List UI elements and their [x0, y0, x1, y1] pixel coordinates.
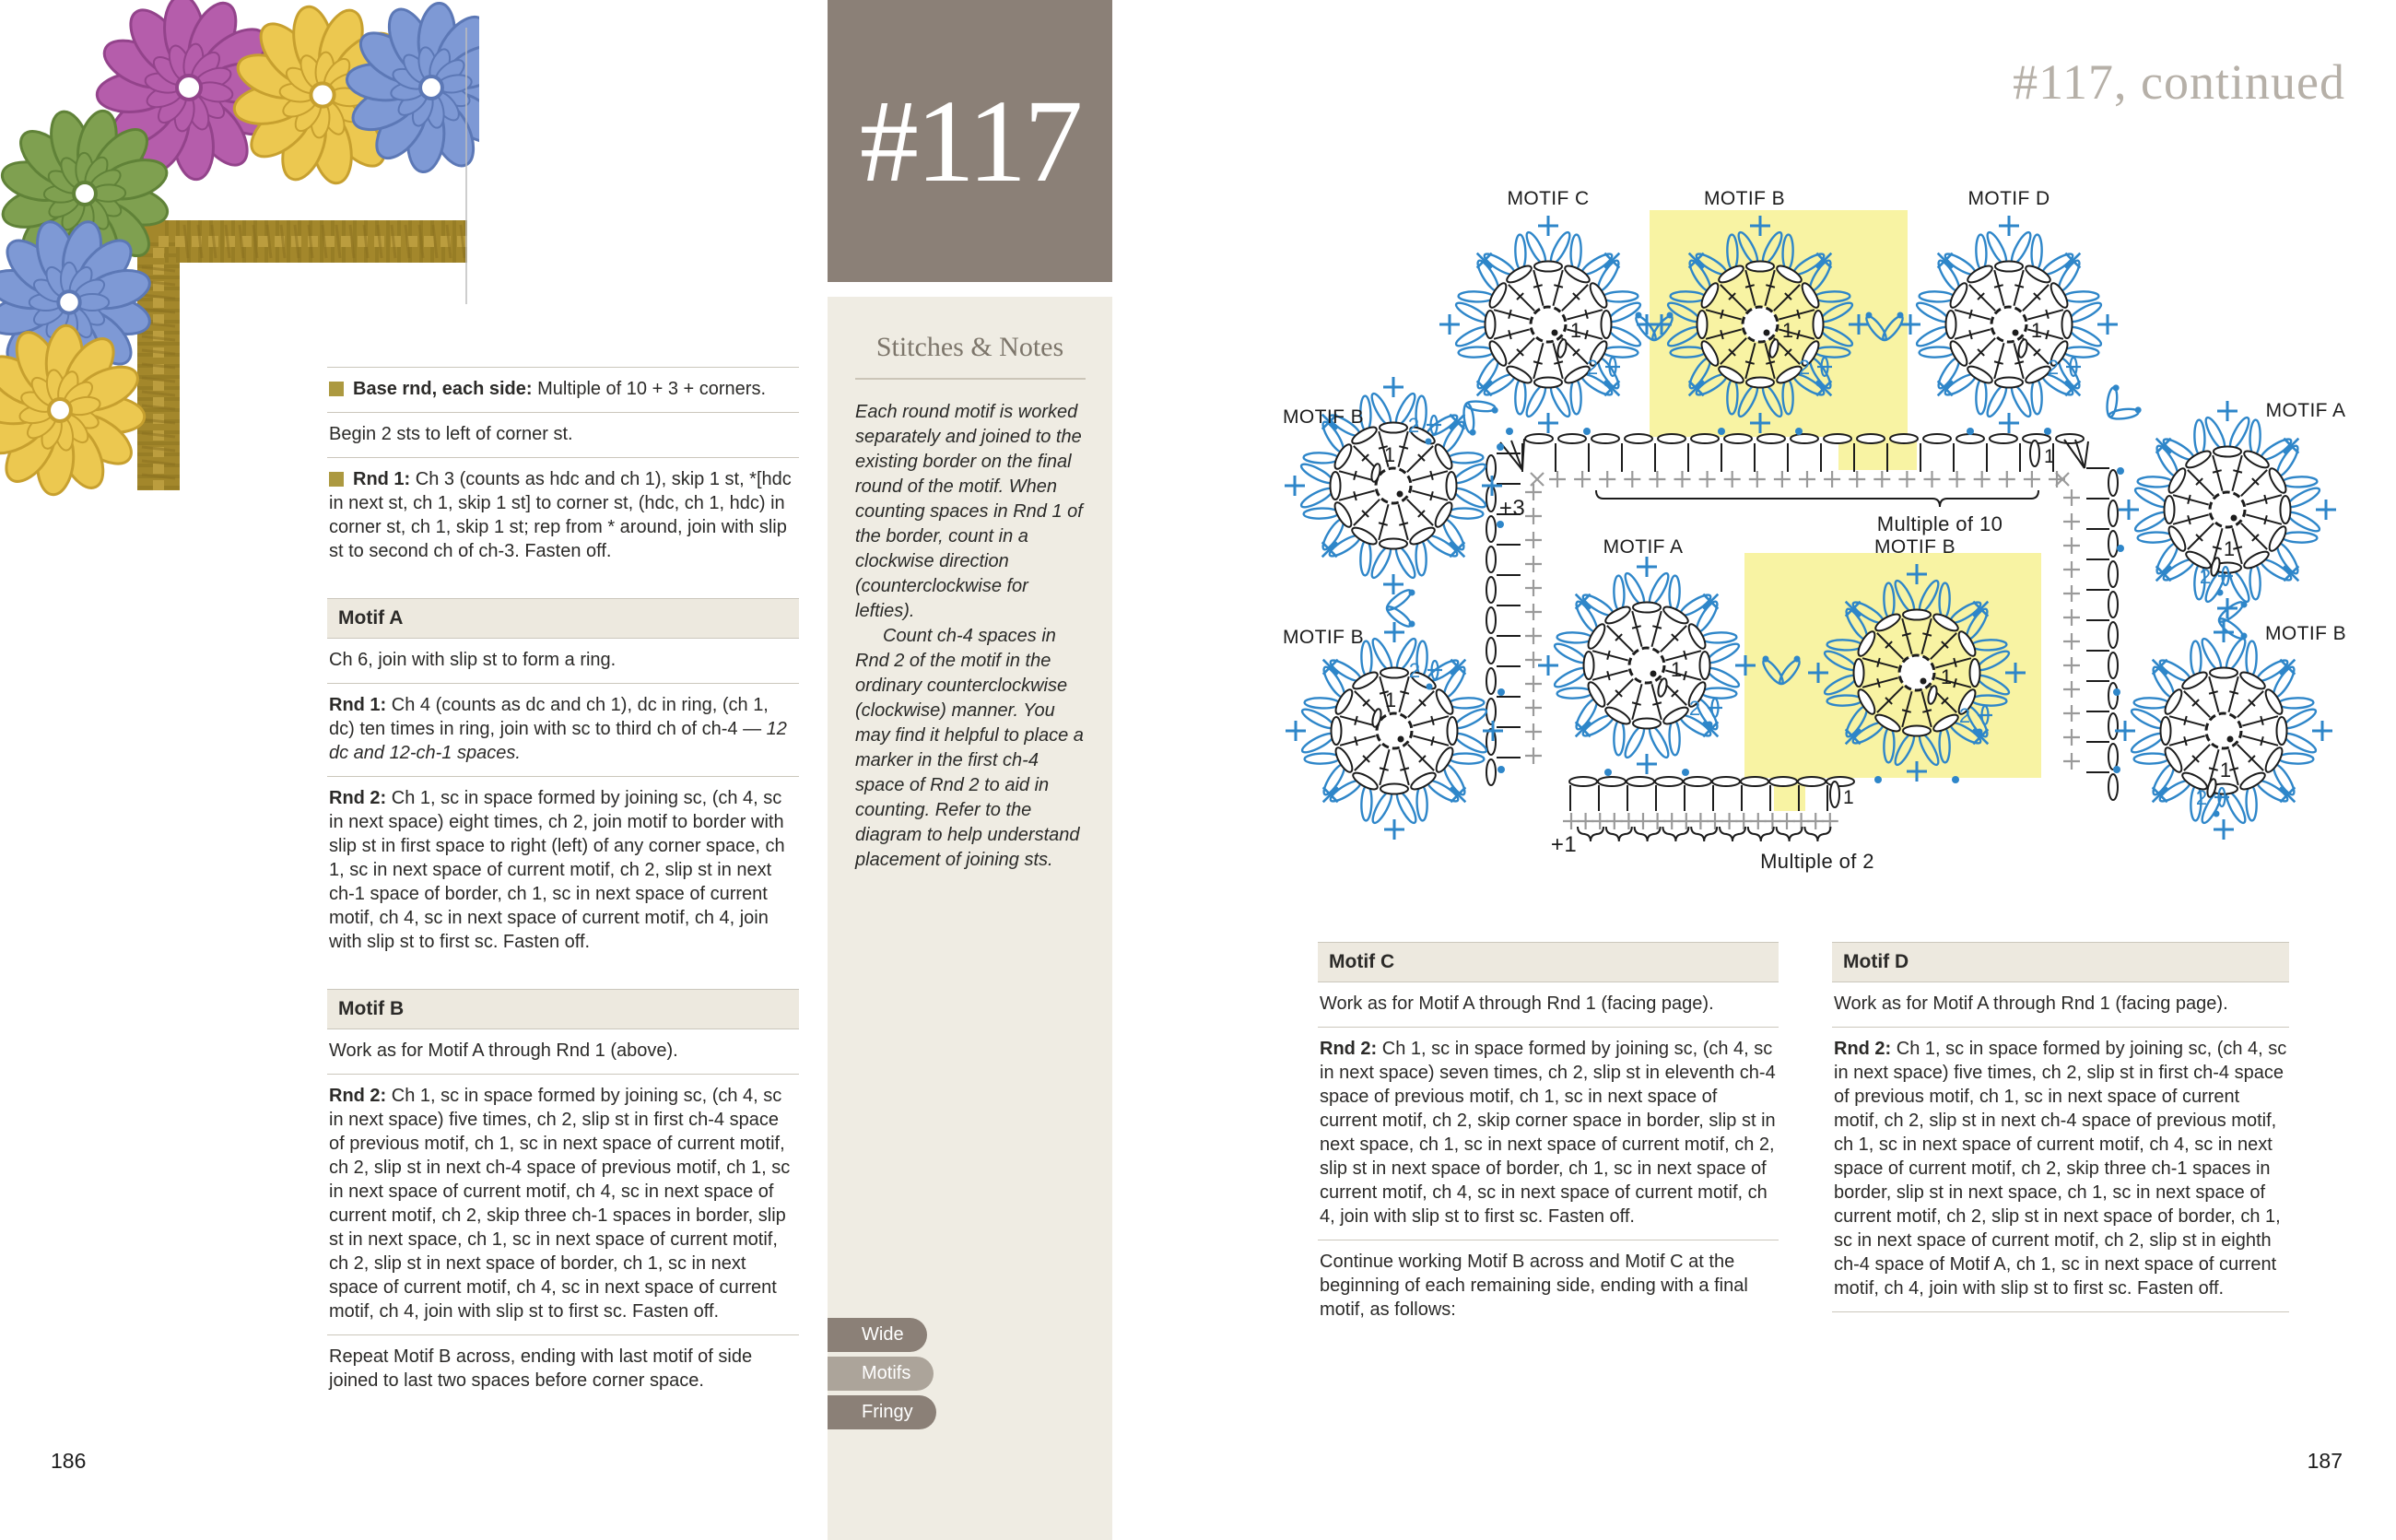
left-instruction-column [327, 367, 799, 1404]
motif-label: MOTIF B [2265, 623, 2346, 644]
instruction-text: Ch 1, sc in space formed by joining sc, (ch 4, sc in next space) seven times, ch 2, slip st in eleventh ch-4 space of previous motif, ch 1, sc in next space of current motif, ch 2, skip corner space in border, slip st in next space, ch 1, sc in next space of current motif, ch 2, slip st in next space of border, ch 1, sc in next space of current motif, ch 4, sc in next space of current motif, ch 4, join with slip st to first sc. Fasten off. [1320, 1039, 1776, 1227]
svg-text:1: 1 [1384, 688, 1397, 711]
motif-label: MOTIF C [1507, 188, 1590, 209]
stitch-count-italic: 12 dc and 12-ch-1 spaces. [329, 719, 787, 763]
bullet-square [329, 472, 344, 487]
section-header [327, 989, 799, 1029]
stitches-notes-sidebar [828, 297, 1112, 1540]
svg-text:2: 2 [1798, 356, 1811, 379]
diagram-annotation: 1 [2043, 446, 2056, 467]
motif-label: MOTIF A [1603, 536, 1684, 558]
svg-text:2: 2 [1958, 704, 1971, 727]
round-label: Rnd 2: [1834, 1039, 1892, 1059]
instruction-row [327, 367, 799, 412]
svg-text:1: 1 [1781, 319, 1794, 342]
instruction-row [327, 1029, 799, 1074]
instruction-row [1832, 982, 2289, 1027]
tag-pill: Wide [828, 1318, 927, 1352]
instruction-text: Ch 3 (counts as hdc and ch 1), skip 1 st, *[hdc in next st, ch 1, skip 1 st] to corner st, (hdc, ch 1, hdc) in corner st, ch 1, skip 1 st; rep from * around, join with slip st to second ch of ch-3. Fasten off. [329, 469, 792, 561]
svg-text:1: 1 [1383, 443, 1396, 466]
continued-title: #117, continued [2013, 54, 2345, 110]
pattern-number-block [828, 0, 1112, 282]
instruction-text: Continue working Motif B across and Motif C at the beginning of each remaining side, ending with a final motif, as follows: [1320, 1252, 1748, 1320]
motif-label: MOTIF B [1704, 188, 1785, 209]
instruction-text: Ch 1, sc in space formed by joining sc, (ch 4, sc in next space) five times, ch 2, slip st in first ch-4 space of previous motif, ch 1, sc in next space of current motif, ch 2, slip st in next ch-4 space of previous motif, ch 1, sc in next space of current motif, ch 4, sc in next space of current motif, ch 2, skip three ch-1 spaces in border, slip st in next space, ch 1, sc in next space of current motif, ch 2, slip st in next space of border, ch 1, sc in next space of current motif, ch 2, slip st in eighth ch-4 space of Motif A, ch 1, sc in next space of current motif, ch 4, join with slip st to first sc. Fasten off. [1834, 1039, 2287, 1299]
svg-text:2: 2 [2047, 356, 2060, 379]
tag-pill: Motifs [828, 1357, 934, 1391]
round-label: Rnd 2: [1320, 1039, 1378, 1059]
instruction-row [1318, 1027, 1779, 1240]
diagram-annotation: Multiple of 10 [1876, 512, 2003, 535]
instruction-row [327, 1334, 799, 1404]
svg-text:2: 2 [1408, 659, 1421, 682]
instruction-row [327, 776, 799, 965]
svg-text:1: 1 [1670, 658, 1683, 681]
instruction-row [327, 1074, 799, 1334]
svg-text:2: 2 [2199, 565, 2212, 588]
diagram-annotation: +3 [1498, 496, 1526, 521]
diagram-annotation: 1 [1842, 787, 1855, 808]
section-header [1832, 942, 2289, 982]
diagram-annotation: +1 [1550, 832, 1578, 857]
motif-c-column [1318, 942, 1779, 1333]
instruction-text: Work as for Motif A through Rnd 1 (facing page). [1834, 993, 2228, 1014]
svg-text:1: 1 [1940, 665, 1953, 688]
page-number-left: 186 [51, 1449, 87, 1473]
instruction-text: Ch 4 (counts as dc and ch 1), dc in ring, (ch 1, dc) ten times in ring, join with sc to third ch of ch-4 — [329, 695, 769, 739]
round-label: Rnd 2: [329, 788, 387, 808]
motif-label: MOTIF B [1874, 536, 1956, 558]
section-header-label: Motif A [338, 607, 404, 629]
motif-label: MOTIF B [1283, 406, 1364, 428]
instruction-row [1832, 1027, 2289, 1312]
crochet-diagram [1253, 181, 2382, 929]
svg-text:1: 1 [2030, 319, 2043, 342]
instruction-text: Work as for Motif A through Rnd 1 (facing page). [1320, 993, 1714, 1014]
svg-text:1: 1 [1569, 319, 1582, 342]
instruction-text: Ch 1, sc in space formed by joining sc, (ch 4, sc in next space) five times, ch 2, slip st in first ch-4 space of previous motif, ch 1, sc in next space of current motif, ch 2, slip st in next ch-4 space of previous motif, ch 1, sc in next space of current motif, ch 4, sc in next space of current motif, ch 2, skip three ch-1 spaces in border, slip st in next space, ch 1, sc in next space of current motif, ch 2, slip st in next space of border, ch 1, sc in next space of current motif, ch 4, sc in next space of current motif, ch 4, join with slip st to first sc. Fasten off. [329, 1086, 791, 1322]
motif-label: MOTIF A [2265, 400, 2346, 421]
diagram-annotation: Multiple of 2 [1760, 850, 1874, 873]
pattern-number: #117 [859, 75, 1081, 206]
section-header-label: Motif C [1329, 951, 1395, 972]
sidebar-rule [855, 378, 1086, 380]
svg-text:2: 2 [1586, 356, 1599, 379]
section-header [327, 598, 799, 639]
section-header-label: Motif B [338, 998, 405, 1019]
section-header [1318, 942, 1779, 982]
instruction-row [327, 639, 799, 683]
instruction-text: Ch 1, sc in space formed by joining sc, (ch 4, sc in next space) eight times, ch 2, join motif to border with slip st in first space to right (left) of any corner space, ch 1, sc in next space of current motif, ch 2, slip st in next ch-1 space of border, ch 1, sc in next space of current motif, ch 4, sc in next space of current motif, ch 4, join with slip st to first sc. Fasten off. [329, 788, 785, 952]
svg-text:2: 2 [2195, 786, 2208, 809]
tag-list [828, 1318, 936, 1434]
instruction-text: Ch 6, join with slip st to form a ring. [329, 650, 617, 670]
round-label: Rnd 2: [329, 1086, 387, 1106]
instruction-row [327, 457, 799, 574]
bullet-square [329, 382, 344, 396]
motif-label: MOTIF B [1283, 627, 1364, 648]
motif-label: MOTIF D [1967, 188, 2050, 209]
svg-text:2: 2 [1407, 414, 1420, 437]
instruction-text: Work as for Motif A through Rnd 1 (above). [329, 1040, 678, 1061]
motif-d-column [1832, 942, 2289, 1312]
round-label: Rnd 1: [353, 469, 411, 489]
sidebar-title: Stitches & Notes [875, 332, 1064, 362]
instruction-row [1318, 1240, 1779, 1333]
svg-text:1: 1 [2223, 537, 2236, 560]
svg-text:2: 2 [1688, 697, 1701, 720]
page-number-right: 187 [2307, 1449, 2343, 1473]
instruction-text: Begin 2 sts to left of corner st. [329, 424, 573, 444]
instruction-text: Multiple of 10 + 3 + corners. [532, 379, 766, 399]
instruction-row [327, 412, 799, 457]
sidebar-note: Each round motif is worked separately and joined to the existing border on the final round of the motif. When counting spaces in Rnd 1 of the border, count in a clockwise direction (counterclockwise for lefties). [855, 402, 1083, 621]
instruction-text: Repeat Motif B across, ending with last motif of side joined to last two spaces before corner space. [329, 1346, 753, 1391]
sidebar-note: Count ch-4 spaces in Rnd 2 of the motif in the ordinary counterclockwise (clockwise) manner. You may find it helpful to place a marker in the first ch-4 space of Rnd 2 to aid in counting. Refer to the diagram to help understand placement of joining sts. [855, 626, 1084, 870]
tag-pill: Fringy [828, 1395, 936, 1429]
instruction-row [1318, 982, 1779, 1027]
round-label: Rnd 1: [329, 695, 387, 715]
round-label: Base rnd, each side: [353, 379, 533, 399]
svg-text:1: 1 [2219, 758, 2232, 782]
section-header-label: Motif D [1843, 951, 1909, 972]
instruction-row [327, 683, 799, 776]
